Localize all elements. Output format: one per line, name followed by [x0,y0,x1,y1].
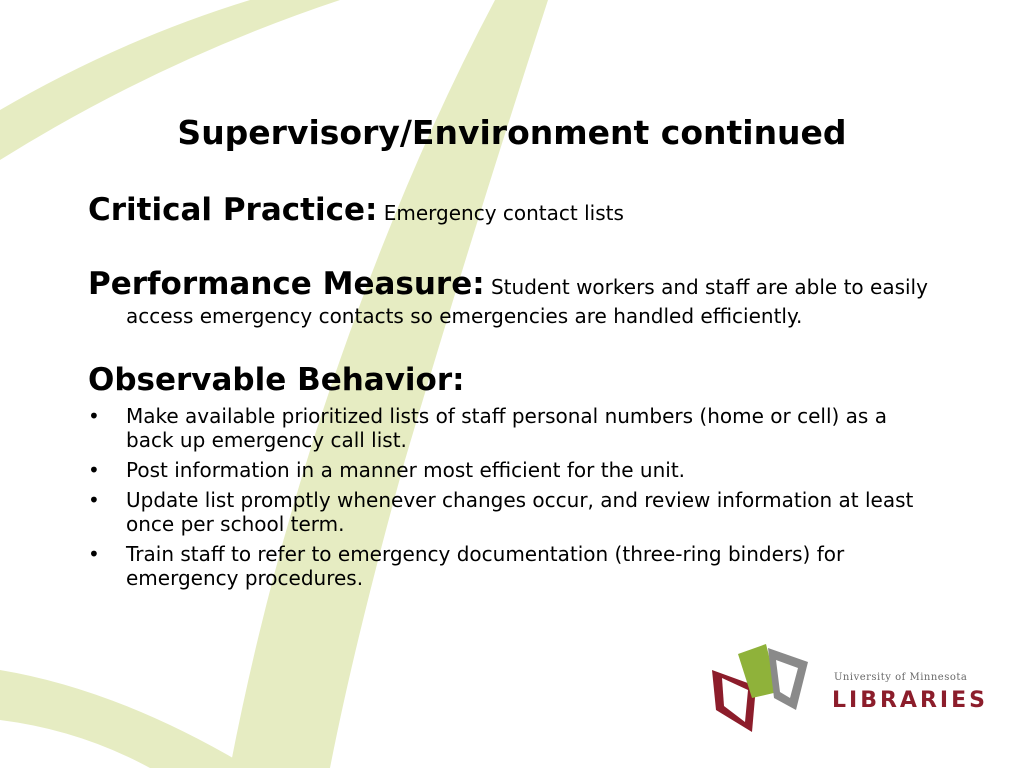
list-item-text: Make available prioritized lists of staff personal numbers (home or cell) as a back up emergency call list. [126,404,887,452]
book-logo-icon [708,640,818,740]
critical-practice-section [88,190,938,230]
bullet-icon: • [88,404,100,428]
list-item-text: Update list promptly whenever changes occur, and review information at least once per school term. [126,488,914,536]
observable-behavior-list [88,404,938,590]
list-item-text: Train staff to refer to emergency documentation (three-ring binders) for emergency procedures. [126,542,845,590]
swoosh-foot [0,670,250,768]
performance-measure-label: Performance Measure: [88,266,485,302]
list-item [88,542,938,590]
observable-behavior-section [88,360,938,590]
critical-practice-text: Emergency contact lists [383,201,624,225]
slide-content [88,190,938,596]
slide-title: Supervisory/Environment continued [177,113,847,152]
bullet-icon: • [88,542,100,566]
bullet-icon: • [88,458,100,482]
university-libraries-logo [708,640,988,740]
list-item [88,458,938,482]
logo-libraries-text: LIBRARIES [832,688,988,713]
list-item-text: Post information in a manner most efficient for the unit. [126,458,686,482]
list-item [88,404,938,452]
logo-university-text: University of Minnesota [834,672,968,683]
bullet-icon: • [88,488,100,512]
performance-measure-section [88,264,938,328]
list-item [88,488,938,536]
performance-measure-text: Student workers and staff are able to easily access emergency contacts so emergencies are handled efficiently. [126,275,928,328]
observable-behavior-label: Observable Behavior: [88,362,465,398]
critical-practice-label: Critical Practice: [88,192,378,228]
